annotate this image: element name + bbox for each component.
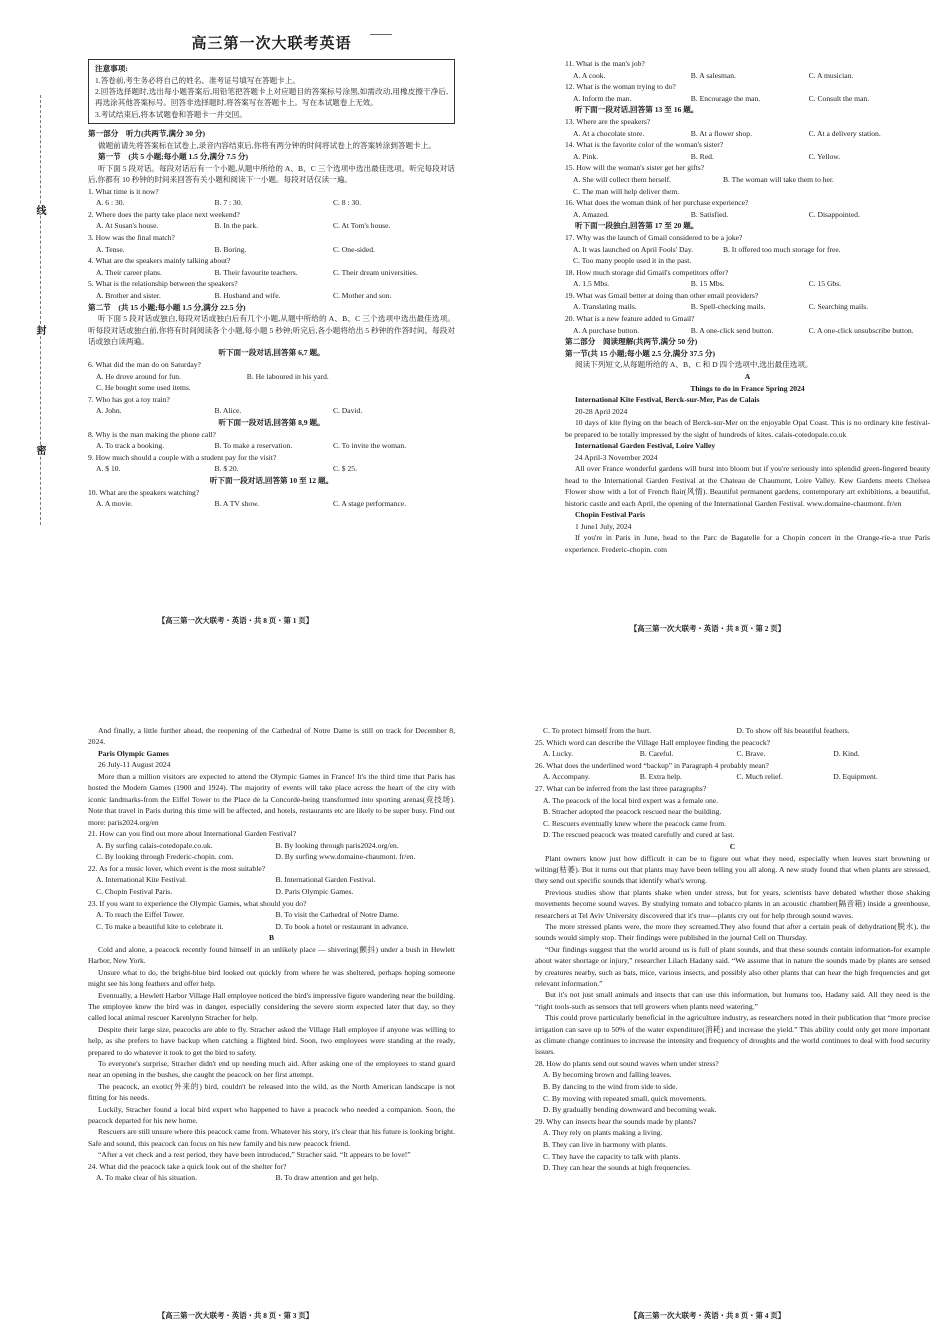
option-b[interactable]: B. By dancing to the wind from side to side. bbox=[543, 1082, 678, 1092]
options-5 bbox=[88, 290, 455, 302]
part1-intro: 做题前请先将答案标在试卷上,录音内容结束后,你将有两分钟的时间将试卷上的答案转涂到答题卡上。 bbox=[98, 140, 436, 150]
notice-item: 3.考试结束后,将本试题卷和答题卡一并交回。 bbox=[95, 109, 247, 119]
option-row bbox=[535, 1127, 930, 1139]
exam-title: 高三第一次大联考英语 bbox=[191, 34, 352, 52]
option-b[interactable]: B. To visit the Cathedral of Notre Dame. bbox=[275, 910, 400, 920]
event-date: 1 June1 July, 2024 bbox=[575, 521, 632, 531]
option-b[interactable]: B. 7 : 30. bbox=[214, 198, 243, 208]
section2-intro: 听下面 5 段对话或独白,每段对话或独白后有几个小题,从题中所给的 A、B、C 三个选项中选出最佳选项。听每段对话或独白前,你将有时间阅读各个小题,每小题 5 秒钟;听完后,各小题将给出 5 秒钟的作答时间。每段对话或独白读两遍。 bbox=[88, 314, 455, 346]
option-row bbox=[535, 1139, 930, 1151]
option-b[interactable]: B. He laboured in his yard. bbox=[246, 371, 329, 381]
option-c[interactable]: C. To invite the woman. bbox=[332, 441, 407, 451]
page-footer: 【高三第一次大联考・英语・共 8 页・第 1 页】 bbox=[157, 616, 314, 625]
option-b[interactable]: B. By looking through paris2024.org/en. bbox=[275, 840, 399, 850]
option-b[interactable]: B. It offered too much storage for free. bbox=[722, 244, 841, 254]
option-a[interactable]: A. $ 10. bbox=[96, 464, 121, 474]
options-19 bbox=[565, 301, 930, 313]
option-a[interactable]: A. It was launched on April Fools' Day. bbox=[573, 244, 694, 254]
question-19: 19. What was Gmail better at doing than other email providers? bbox=[565, 290, 759, 300]
option-d[interactable]: D. By gradually bending downward and becoming weak. bbox=[543, 1105, 717, 1115]
dialogue-heading: 听下面一段对话,回答第 10 至 12 题。 bbox=[209, 475, 334, 485]
option-c[interactable]: C. Mother and son. bbox=[332, 290, 392, 300]
page-footer: 【高三第一次大联考・英语・共 8 页・第 4 页】 bbox=[629, 1311, 786, 1320]
dialogue-heading: 听下面一段对话,回答第 6,7 题。 bbox=[218, 348, 325, 358]
section2-heading: 第二节 (共 15 小题;每小题 1.5 分,满分 22.5 分) bbox=[88, 302, 246, 312]
option-c[interactable]: C. Too many people used it in the past. bbox=[573, 256, 692, 266]
options-12 bbox=[565, 93, 930, 105]
option-b[interactable]: B. They can live in harmony with plants. bbox=[543, 1140, 668, 1149]
options-24 bbox=[88, 1172, 455, 1184]
passage-paragraph: The more stressed plants were, the more they screamed.They also found that after a certain peak of dehydration(脱水), the sounds would simply stop. Their findings were published in the journal Cell on Thursday. bbox=[535, 921, 930, 943]
option-c[interactable]: C. A one-click unsubscribe button. bbox=[808, 325, 914, 335]
option-b[interactable]: B. The woman will take them to her. bbox=[722, 174, 834, 184]
question-29: 29. Why can insects hear the sounds made by plants? bbox=[535, 1116, 697, 1126]
options-22b bbox=[88, 886, 455, 898]
passage-paragraph: “After a vet check and a rest period, they have been introduced,” Stracher said. “It appears to be love!” bbox=[98, 1150, 411, 1160]
option-a[interactable]: A. To make clear of his situation. bbox=[96, 1173, 197, 1183]
event-date: 20-28 April 2024 bbox=[575, 406, 628, 416]
options-9 bbox=[88, 463, 455, 475]
question-17: 17. Why was the launch of Gmail considered to be a joke? bbox=[565, 232, 743, 242]
question-25: 25. Which word can describe the Village Hall employee finding the peacock? bbox=[535, 737, 771, 747]
question-28: 28. How do plants send out sound waves when under stress? bbox=[535, 1058, 719, 1068]
event-date: 26 July-11 August 2024 bbox=[98, 760, 171, 770]
option-b[interactable]: B. Red. bbox=[690, 151, 714, 161]
option-c[interactable]: C. Yellow. bbox=[808, 151, 841, 161]
options-6 bbox=[88, 371, 455, 383]
options-4 bbox=[88, 267, 455, 279]
option-b[interactable]: B. To draw attention and get help. bbox=[275, 1173, 379, 1183]
reading-intro: 阅读下列短文,从每题所给的 A、B、C 和 D 四个选项中,选出最佳选项。 bbox=[575, 360, 813, 370]
option-c[interactable]: C. The man will help deliver them. bbox=[573, 186, 680, 196]
option-c[interactable]: C. Chopin Festival Paris. bbox=[96, 887, 173, 896]
option-row bbox=[535, 1081, 930, 1093]
option-c[interactable]: C. Their dream universities. bbox=[332, 267, 418, 277]
binding-margin bbox=[14, 95, 64, 525]
monologue-heading: 听下面一段独白,回答第 17 至 20 题。 bbox=[575, 221, 699, 231]
event-title: Chopin Festival Paris bbox=[575, 510, 646, 520]
options-2 bbox=[88, 220, 455, 232]
option-c[interactable]: C. One-sided. bbox=[332, 244, 375, 254]
options-15 bbox=[565, 174, 930, 186]
option-c[interactable]: C. Rescuers eventually knew where the peacock came from. bbox=[543, 818, 727, 828]
question-15: 15. How will the woman's sister get her gifts? bbox=[565, 163, 705, 173]
option-b[interactable]: B. Alice. bbox=[214, 406, 242, 416]
options-7 bbox=[88, 405, 455, 417]
passage-text: And finally, a little further ahead, the reopening of the Cathedral of Notre Dame is still on track for December 8, 2024. bbox=[88, 726, 455, 747]
question-11: 11. What is the man's job? bbox=[565, 59, 645, 68]
passage-paragraph: Despite their large size, peacocks are able to fly. Stracher asked the Village Hall employee if anyone was willing to help, as she prefers to have backup when catching a flighted bird. Soon, two employees were standing at the ready, prepared to do whatever it took to get the bird to safety. bbox=[88, 1024, 455, 1057]
options-17c bbox=[565, 255, 930, 267]
question-5: 5. What is the relationship between the speakers? bbox=[88, 279, 238, 289]
options-10 bbox=[88, 498, 455, 510]
option-a[interactable]: A. To reach the Eiffel Tower. bbox=[96, 910, 185, 920]
question-18: 18. How much storage did Gmail's competitors offer? bbox=[565, 267, 729, 277]
event-text: If you're in Paris in June, head to the Parc de Bagatelle for a Chopin concert in the Orange-rie-a true Paris experience. Frederic-chopin. com bbox=[565, 533, 930, 554]
event-text: All over France wonderful gardens will burst into bloom but if you're seriously into splendid green-fingered beauty head to the International Garden Festival at the Chateau de Chaumont, Loire Valley. Kew Gardens meets Chelsea Flower show with a lot of French flair(风情). Beautiful permanent gardens, contemporary art exhibitions, a beautiful, historic castle and each April, the opening of the International Garden Festival. www.domaine-chaumont. fr/en bbox=[565, 464, 930, 508]
option-a[interactable]: A. Translating mails. bbox=[573, 302, 637, 312]
dialogue-heading: 听下面一段对话,回答第 13 至 16 题。 bbox=[575, 105, 699, 115]
page-footer: 【高三第一次大联考・英语・共 8 页・第 2 页】 bbox=[629, 624, 786, 633]
question-26: 26. What does the underlined word “backup” in Paragraph 4 probably mean? bbox=[535, 760, 769, 770]
option-b[interactable]: B. Husband and wife. bbox=[214, 290, 281, 300]
page-3 bbox=[8, 725, 463, 1325]
options-20 bbox=[565, 325, 930, 337]
options-21b bbox=[88, 851, 455, 863]
option-c[interactable]: C. At Tom's house. bbox=[332, 221, 391, 231]
passage-letter-b: B bbox=[268, 933, 275, 943]
section1-intro: 听下面 5 段对话。每段对话后有一个小题,从题中所给的 A、B、C 三个选项中选出最佳选项。听完每段对话后,你都有 10 秒钟的时间来回答有关小题和阅读下一小题。每段对话仅读一遍。 bbox=[88, 163, 455, 185]
option-c[interactable]: C. They have the capacity to talk with plants. bbox=[543, 1151, 681, 1161]
question-4: 4. What are the speakers mainly talking about? bbox=[88, 256, 231, 266]
option-b[interactable]: B. A TV show. bbox=[214, 499, 260, 509]
option-row bbox=[535, 829, 930, 841]
option-b[interactable]: B. International Garden Festival. bbox=[275, 875, 376, 885]
option-b[interactable]: B. Stracher adopted the peacock rescued near the building. bbox=[543, 807, 722, 817]
passage-paragraph: Cold and alone, a peacock recently found himself in an unlikely place — shivering(颤抖) under a bush in Hewlett Harbor, New York. bbox=[88, 944, 455, 966]
options-17 bbox=[565, 244, 930, 256]
question-22: 22. As for a music lover, which event is the most suitable? bbox=[88, 863, 266, 873]
options-15c bbox=[565, 186, 930, 198]
option-b[interactable]: B. Extra help. bbox=[639, 772, 682, 782]
passage-a-title: Things to do in France Spring 2024 bbox=[690, 383, 805, 393]
option-a[interactable]: A. International Kite Festival. bbox=[96, 875, 187, 885]
options-18 bbox=[565, 278, 930, 290]
page-2 bbox=[475, 58, 940, 638]
option-b[interactable]: B. A salesman. bbox=[690, 70, 736, 80]
passage-paragraph: Previous studies show that plants shake when under stress, but for years, scientists have debated whether those shaking movements become sound waves. By studying tomato and tobacco plants in an acoustic chamber(隔音箱) inside a greenhouse, researchers at Tel Aviv University discovered that it's true—plants cry out for help through sound waves. bbox=[535, 887, 930, 920]
options-23b bbox=[88, 921, 455, 933]
option-c[interactable]: C. Searching mails. bbox=[808, 302, 869, 312]
passage-paragraph: Eventually, a Hewlett Harbor Village Hall employee noticed the bird's impressive figure wandering near the building. The employee knew the bird was in danger, especially considering the severe storm expected later that day, so they called local animal rescuer Karenlynn Stracher for help. bbox=[88, 990, 455, 1023]
options-24b bbox=[535, 725, 930, 737]
question-9: 9. How much should a couple with a student pay for the visit? bbox=[88, 452, 277, 462]
dialogue-heading: 听下面一段对话,回答第 8,9 题。 bbox=[218, 417, 325, 427]
options-23 bbox=[88, 909, 455, 921]
option-a[interactable]: A. By becoming brown and falling leaves. bbox=[543, 1070, 672, 1080]
option-c[interactable]: C. To make a beautiful kite to celebrate it. bbox=[96, 921, 224, 931]
option-a[interactable]: A. Brother and sister. bbox=[96, 290, 161, 300]
part2-heading: 第二部分 阅读理解(共两节,满分 50 分) bbox=[565, 337, 698, 347]
question-20: 20. What is a new feature added to Gmail? bbox=[565, 314, 695, 324]
option-a[interactable]: A. A cook. bbox=[573, 70, 606, 80]
option-d[interactable]: D. Paris Olympic Games. bbox=[275, 887, 354, 896]
option-a[interactable]: A. They rely on plants making a living. bbox=[543, 1128, 663, 1138]
option-row bbox=[535, 1104, 930, 1116]
cut-line bbox=[40, 95, 41, 525]
notice-heading: 注意事项: bbox=[95, 64, 128, 73]
event-title: Paris Olympic Games bbox=[98, 748, 169, 758]
question-27: 27. What can be inferred from the last three paragraphs? bbox=[535, 783, 707, 793]
option-d[interactable]: D. Equipment. bbox=[833, 772, 878, 782]
part1-heading: 第一部分 听力(共两节,满分 30 分) bbox=[88, 129, 206, 139]
option-b[interactable]: B. A one-click send button. bbox=[690, 325, 774, 335]
margin-mark-line: 线 bbox=[34, 205, 45, 215]
event-title: International Kite Festival, Berck-sur-Mer, Pas de Calais bbox=[575, 395, 760, 405]
option-b[interactable]: B. In the park. bbox=[214, 221, 259, 231]
option-c[interactable]: C. 15 Gbs. bbox=[808, 279, 842, 289]
option-row bbox=[535, 1162, 930, 1174]
question-24: 24. What did the peacock take a quick look out of the shelter for? bbox=[88, 1161, 287, 1171]
event-date: 24 April-3 November 2024 bbox=[575, 452, 658, 462]
options-22 bbox=[88, 874, 455, 886]
question-3: 3. How was the final match? bbox=[88, 233, 175, 242]
option-a[interactable]: A. A movie. bbox=[96, 499, 133, 509]
option-a[interactable]: A. Tense. bbox=[96, 244, 125, 254]
options-25 bbox=[535, 748, 930, 760]
option-a[interactable]: A. She will collect them herself. bbox=[573, 174, 672, 184]
option-c[interactable]: C. He bought some used items. bbox=[96, 383, 191, 393]
option-c[interactable]: C. Consult the man. bbox=[808, 93, 870, 103]
option-a[interactable]: A. A purchase button. bbox=[573, 325, 640, 335]
option-b[interactable]: B. Spell-checking mails. bbox=[690, 302, 766, 312]
options-8 bbox=[88, 440, 455, 452]
option-c[interactable]: C. A stage performance. bbox=[332, 499, 407, 509]
notice-item: 2.回答选择题时,选出每小题答案后,用铅笔把答题卡上对应题目的答案标号涂黑,如需改动,用橡皮擦干净后,再选涂其他答案标号。回答非选择题时,将答案写在答题卡上。写在本试题卷上无效。 bbox=[95, 87, 448, 108]
passage-paragraph: To everyone's surprise, Stracher didn't end up needing much aid. After asking one of the employees to stand guard near an opening in the bushes, she caught the peacock on her first attempt. bbox=[88, 1059, 455, 1080]
option-a[interactable]: A. Their career plans. bbox=[96, 267, 162, 277]
question-12: 12. What is the woman trying to do? bbox=[565, 82, 676, 92]
passage-paragraph: Unsure what to do, the bright-blue bird looked out quickly from where he was sheltered, perhaps hoping someone might see his long feathers and offer help. bbox=[88, 967, 455, 989]
options-21 bbox=[88, 840, 455, 852]
option-a[interactable]: A. Inform the man. bbox=[573, 93, 632, 103]
event-title: International Garden Festival, Loire Valley bbox=[575, 441, 716, 451]
notice-box bbox=[88, 59, 455, 124]
option-d[interactable]: D. The rescued peacock was treated carefully and cured at last. bbox=[543, 830, 735, 840]
passage-paragraph: But it's not just small animals and insects that can use this information, but humans too, Hadany said. All they need is the “right tools-such as sensors that tell growers when plants need watering.” bbox=[535, 990, 930, 1011]
event-text: More than a million visitors are expected to attend the Olympic Games in France! It's the third time that Paris has hosted the Modern Games (1900 and 1924). The majority of events will take place across the heart of the city with iconic landmarks-from the Eiffel Tower to the Place de la Concorde-being transformed into sporting arenas(竞技场). Note that travel in Paris during this time will be affected, and hotels, restaurants etc are likely to be super busy. Find out more: paris2024.org/en bbox=[88, 772, 455, 827]
option-d[interactable]: D. Kind. bbox=[833, 749, 860, 759]
passage-paragraph: Luckily, Stracher found a local bird expert who happened to have a peacock who needed a companion. Soon, the peacock departed for his new home. bbox=[88, 1104, 455, 1126]
option-c[interactable]: C. David. bbox=[332, 406, 363, 416]
options-13 bbox=[565, 128, 930, 140]
option-c[interactable]: C. By looking through Frederic-chopin. com. bbox=[96, 852, 234, 862]
option-a[interactable]: A. To track a booking. bbox=[96, 441, 165, 451]
option-a[interactable]: A. John. bbox=[96, 406, 122, 416]
option-a[interactable]: A. Accompany. bbox=[543, 772, 590, 782]
passage-paragraph: Plant owners know just how difficult it can be to figure out what they need, especially when leaves start browning or wilting(枯萎). But it turns out that plants may have been telling you all along. A new study found that when plants are stressed, they send out specific sounds that identify what's wrong. bbox=[535, 853, 930, 886]
option-c[interactable]: C. $ 25. bbox=[332, 464, 357, 474]
option-row bbox=[535, 1151, 930, 1163]
question-6: 6. What did the man do on Saturday? bbox=[88, 359, 201, 369]
options-14 bbox=[565, 151, 930, 163]
option-c[interactable]: C. A musician. bbox=[808, 70, 854, 80]
option-a[interactable]: A. At a chocolate store. bbox=[573, 128, 645, 138]
option-row bbox=[535, 1069, 930, 1081]
page-1 bbox=[8, 30, 463, 630]
option-d[interactable]: D. By surfing www.domaine-chaumont. fr/en. bbox=[275, 852, 416, 862]
page-footer: 【高三第一次大联考・英语・共 8 页・第 3 页】 bbox=[157, 1311, 314, 1320]
question-23: 23. If you want to experience the Olympic Games, what should you do? bbox=[88, 898, 307, 908]
option-a[interactable]: A. 1.5 Mbs. bbox=[573, 279, 610, 289]
question-8: 8. Why is the man making the phone call? bbox=[88, 429, 216, 439]
passage-paragraph: This could prove particularly beneficial in the agriculture industry, as researchers noted in their publication that “more precise irrigation can save up to 50% of the water expenditure(消耗) and increase the yield.” This ability could only get more important as climate change continues to increase the intensity and frequency of droughts and the world continues to deal with food security issues. bbox=[535, 1013, 930, 1057]
passage-letter-c: C bbox=[729, 841, 736, 851]
passage-paragraph: Rescuers are still unsure where this peacock came from. Whatever his story, it's clear that his future is looking bright. Safe and sound, this peacock can focus on his new family and his new peacock friend. bbox=[88, 1127, 455, 1148]
question-10: 10. What are the speakers watching? bbox=[88, 487, 200, 497]
option-b[interactable]: B. Careful. bbox=[639, 749, 674, 759]
question-21: 21. How can you find out more about International Garden Festival? bbox=[88, 829, 297, 839]
option-a[interactable]: A. Amazed. bbox=[573, 209, 610, 219]
option-a[interactable]: A. Pink. bbox=[573, 151, 599, 161]
option-b[interactable]: B. Encourage the man. bbox=[690, 93, 761, 103]
option-row bbox=[535, 795, 930, 807]
option-b[interactable]: B. At a flower shop. bbox=[690, 128, 752, 138]
options-26 bbox=[535, 771, 930, 783]
question-2: 2. Where does the party take place next weekend? bbox=[88, 209, 240, 219]
option-c[interactable]: C. Disappointed. bbox=[808, 209, 860, 219]
option-c[interactable]: C. By moving with repeated small, quick movements. bbox=[543, 1093, 707, 1103]
option-a[interactable]: A. By surfing calais-cotedopale.co.uk. bbox=[96, 840, 213, 850]
margin-mark-seal: 封 bbox=[34, 325, 45, 335]
option-a[interactable]: A. The peacock of the local bird expert was a female one. bbox=[543, 795, 719, 805]
option-row bbox=[535, 818, 930, 830]
option-a[interactable]: A. 6 : 30. bbox=[96, 198, 125, 208]
question-1: 1. What time is it now? bbox=[88, 186, 159, 196]
option-d[interactable]: D. They can hear the sounds at high frequencies. bbox=[543, 1163, 691, 1173]
option-c[interactable]: C. 8 : 30. bbox=[332, 198, 361, 208]
options-6c bbox=[88, 382, 455, 394]
option-c[interactable]: C. To protect himself from the hurt. bbox=[543, 726, 652, 735]
option-b[interactable]: B. Boring. bbox=[214, 244, 247, 254]
question-13: 13. Where are the speakers? bbox=[565, 116, 651, 126]
options-3 bbox=[88, 244, 455, 256]
margin-mark-secret: 密 bbox=[34, 445, 45, 455]
option-d[interactable]: D. To book a hotel or restaurant in advance. bbox=[275, 921, 409, 931]
question-7: 7. Who has got a toy train? bbox=[88, 394, 170, 404]
option-a[interactable]: A. He drove around for fun. bbox=[96, 371, 181, 381]
options-11 bbox=[565, 70, 930, 82]
option-b[interactable]: B. $ 20. bbox=[214, 464, 239, 474]
passage-paragraph: “Our findings suggest that the world around us is full of plant sounds, and that these sounds contain information-for example about water shortage or injury,” researcher Lilach Hadany said. “We assume that in nature the sounds made by plants are sensed by creatures nearby, such as bats, mice, various insects, and possibly also other plants that can hear the high frequencies and get relevant information.” bbox=[535, 944, 930, 988]
option-row bbox=[535, 1093, 930, 1105]
option-row bbox=[535, 806, 930, 818]
notice-item: 1.答卷前,考生务必将自己的姓名、准考证号填写在答题卡上。 bbox=[95, 75, 301, 85]
options-16 bbox=[565, 209, 930, 221]
option-b[interactable]: B. Satisfied. bbox=[690, 209, 729, 219]
option-c[interactable]: C. Brave. bbox=[736, 749, 766, 759]
options-1 bbox=[88, 197, 455, 209]
option-c[interactable]: C. Much relief. bbox=[736, 772, 783, 782]
option-b[interactable]: B. To make a reservation. bbox=[214, 441, 293, 451]
reading-section1-heading: 第一节(共 15 小题;每小题 2.5 分,满分 37.5 分) bbox=[565, 348, 715, 358]
option-d[interactable]: D. To show off his beautiful feathers. bbox=[736, 726, 850, 735]
option-c[interactable]: C. At a delivery station. bbox=[808, 128, 881, 138]
option-b[interactable]: B. 15 Mbs. bbox=[690, 279, 725, 289]
question-14: 14. What is the favorite color of the woman's sister? bbox=[565, 140, 724, 150]
option-a[interactable]: A. At Susan's house. bbox=[96, 221, 159, 231]
event-text: 10 days of kite flying on the beach of Berck-sur-Mer on the enjoyable Opal Coast. This is no ordinary kite festival-be prepared to be totally impressed by the sight of hundreds of kites. calais-cotedopale.co.uk bbox=[565, 418, 930, 439]
question-16: 16. What does the woman think of her purchase experience? bbox=[565, 198, 749, 208]
section1-heading: 第一节 (共 5 小题;每小题 1.5 分,满分 7.5 分) bbox=[98, 152, 248, 162]
passage-letter-a: A bbox=[744, 372, 751, 382]
passage-paragraph: The peacock, an exotic(外来的) bird, couldn't be released into the wild, as the North American landscape is not fitting for his needs. bbox=[88, 1081, 455, 1103]
option-b[interactable]: B. Their favourite teachers. bbox=[214, 267, 298, 277]
page-4 bbox=[475, 725, 940, 1325]
option-a[interactable]: A. Lucky. bbox=[543, 749, 574, 759]
